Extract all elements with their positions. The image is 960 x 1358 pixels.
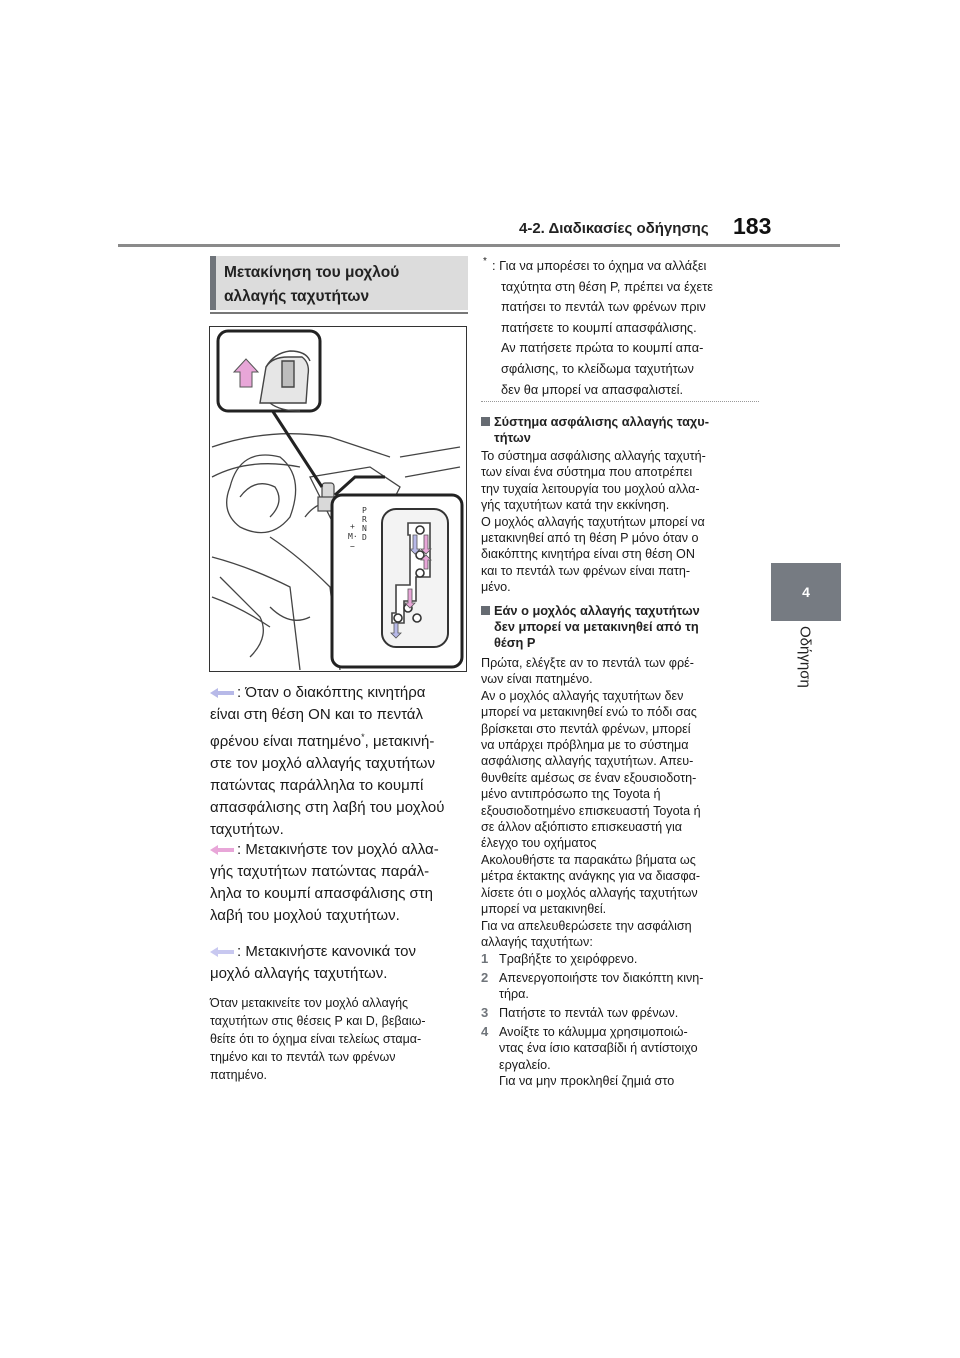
step-2-text: τήρα. [499, 987, 529, 1002]
page-number: 183 [733, 213, 772, 239]
footnote [483, 256, 760, 400]
legend-entry-1 [210, 682, 472, 841]
cannot-move-line: μπορεί να μετακινηθεί ενώ το πόδι σας [481, 705, 697, 720]
cannot-move-line: θυνθείτε αμέσως σε έναν εξουσιοδοτη- [481, 770, 697, 785]
step-number: 2 [481, 970, 489, 985]
light-arrow-icon [210, 947, 234, 957]
section-title-line-2: αλλαγής ταχυτήτων [224, 288, 370, 305]
chapter-tab-label: Οδήγηση [796, 626, 814, 688]
chapter-tab-number: 4 [771, 563, 841, 621]
cannot-move-line: Πρώτα, ελέγξτε αν το πεντάλ των φρέ- [481, 656, 694, 670]
footnote-marker: * [483, 256, 487, 267]
cabin-drawing [210, 327, 465, 670]
legend-1-line-3: φρένου είναι πατημένο*, μετακινή- [210, 732, 435, 750]
footnote-line-7: δεν θα μπορεί να απασφαλιστεί. [501, 381, 684, 397]
section-title-rule [210, 312, 468, 314]
footnote-line-2: ταχύτητα στη θέση P, πρέπει να έχετε [501, 278, 713, 294]
step-number: 3 [481, 1005, 489, 1020]
cannot-move-line: Αν ο μοχλός αλλαγής ταχυτήτων δεν [481, 688, 684, 703]
gate-minus: − [350, 542, 355, 551]
gate-letter-d: D [362, 533, 367, 542]
shift-lock-line: γής ταχυτήτων κατά την εκκίνηση. [481, 498, 670, 513]
step-number: 4 [481, 1024, 489, 1039]
cannot-move-heading-line-2: δεν μπορεί να μετακινηθεί από τη [494, 619, 699, 634]
shift-lock-line: Ο μοχλός αλλαγής ταχυτήτων μπορεί να [481, 514, 705, 529]
gate-mode-m: M· [348, 532, 358, 541]
shift-lock-line: μετακινηθεί από τη θέση P μόνο όταν ο [481, 531, 699, 546]
section-title-line-1: Μετακίνηση του μοχλού [224, 264, 400, 281]
left-note-line-3: θείτε ότι το όχημα είναι τελείως σταμα- [210, 1032, 422, 1046]
footnote-line-3: πατήσει το πεντάλ των φρένων πριν [501, 299, 706, 315]
cannot-move-line: Ακολουθήστε τα παρακάτω βήματα ως [481, 852, 696, 867]
cannot-move-body [481, 655, 759, 950]
step-number: 1 [481, 951, 489, 966]
cannot-move-line: βρίσκεται στο πεντάλ φρένων, μπορεί [481, 721, 691, 736]
shift-lock-line: μένο. [481, 580, 511, 595]
step-2 [481, 970, 759, 1003]
step-3-text: Πατήστε το πεντάλ των φρένων. [499, 1006, 679, 1020]
shift-lock-line: την τυχαία λειτουργία του μοχλού αλλα- [481, 481, 700, 496]
step-4-text: Για να μην προκληθεί ζημιά στο [499, 1074, 675, 1089]
legend-2-line-2: γής ταχυτήτων πατώντας παράλ- [210, 863, 430, 880]
step-4-text: ντας ένα ίσιο κατσαβίδι ή αντίστοιχο [499, 1041, 698, 1056]
cannot-move-line: να υπάρχει πρόβλημα με το σύστημα [481, 738, 689, 753]
heading-square-icon [481, 417, 490, 426]
legend-3-line-2: μοχλό αλλαγής ταχυτήτων. [210, 965, 388, 982]
legend-2-line-4: λαβή του μοχλού ταχυτήτων. [210, 907, 400, 924]
left-note-line-2: ταχυτήτων στις θέσεις P και D, βεβαιω- [210, 1014, 426, 1028]
shift-lock-heading-line-2: τήτων [494, 430, 531, 445]
chapter-section-title: 4-2. Διαδικασίες οδήγησης [519, 220, 709, 237]
step-1-text: Τραβήξτε το χειρόφρενο. [499, 952, 638, 966]
step-2-text: Απενεργοποιήστε τον διακόπτη κινη- [499, 971, 704, 985]
left-note-line-5: πατημένο. [210, 1068, 268, 1082]
cannot-move-line: ασφάλισης αλλαγής ταχυτήτων. Απευ- [481, 754, 694, 769]
cannot-move-line: μπορεί να μετακινηθεί. [481, 902, 607, 917]
legend-entry-3 [210, 941, 472, 985]
legend-3-line-1: : Μετακινήστε κανονικά τον [237, 943, 416, 960]
legend-1-line-1: : Όταν ο διακόπτης κινητήρα [237, 684, 426, 701]
cannot-move-line: μέτρα έκτακτης ανάγκης για να διασφα- [481, 869, 701, 884]
blue-arrow-icon [210, 688, 234, 698]
cannot-move-line: μένο αντιπρόσωπο της Toyota ή [481, 787, 661, 802]
shift-lock-heading [481, 414, 759, 446]
left-note-line-1: Όταν μετακινείτε τον μοχλό αλλαγής [210, 996, 409, 1010]
cannot-move-line: νων είναι πατημένο. [481, 672, 593, 687]
footnote-separator [481, 401, 759, 402]
heading-square-icon [481, 606, 490, 615]
pink-arrow-icon [210, 845, 234, 855]
step-4 [481, 1024, 759, 1090]
header-rule [118, 244, 840, 247]
step-4-text: εργαλείο. [499, 1057, 551, 1072]
shift-lock-line: των είναι ένα σύστημα που αποτρέπει [481, 465, 693, 480]
legend-2-line-1: : Μετακινήστε τον μοχλό αλλα- [237, 841, 439, 858]
gate-letter-r: R [362, 515, 367, 524]
footnote-line-5: Αν πατήσετε πρώτα το κουμπί απα- [501, 340, 704, 356]
cannot-move-line: Για να απελευθερώσετε την ασφάλιση [481, 918, 692, 933]
step-1 [481, 951, 759, 967]
shift-lock-body [481, 448, 759, 596]
left-note-line-4: τημένο και το πεντάλ των φρένων [210, 1050, 396, 1064]
step-4-text: Ανοίξτε το κάλυμμα χρησιμοποιώ- [499, 1025, 688, 1039]
footnote-line-6: σφάλισης, το κλείδωμα ταχυτήτων [501, 360, 694, 376]
legend-1-line-5: πατώντας παράλληλα το κουμπί [210, 777, 424, 794]
legend-1-line-6: απασφάλισης στη λαβή του μοχλού [210, 799, 445, 816]
gate-plus: + [350, 522, 355, 531]
cannot-move-heading-line-3: θέση P [494, 635, 536, 650]
shift-lock-line: και το πεντάλ των φρένων είναι πατη- [481, 563, 691, 578]
shift-lever-illustration [209, 326, 467, 672]
footnote-line-1: : Για να μπορέσει το όχημα να αλλάξει [492, 258, 707, 273]
cannot-move-heading [481, 603, 759, 651]
step-3 [481, 1005, 759, 1021]
legend-1-line-4: στε τον μοχλό αλλαγής ταχυτήτων [210, 755, 436, 772]
gate-letter-p: P [362, 506, 367, 515]
shift-lock-heading-line-1: Σύστημα ασφάλισης αλλαγής ταχυ- [494, 414, 710, 429]
shift-lock-line: διακόπτης κινητήρα είναι στη θέση ON [481, 547, 695, 562]
cannot-move-line: λίσετε ότι ο μοχλός αλλαγής ταχυτήτων [481, 885, 698, 900]
cannot-move-heading-line-1: Εάν ο μοχλός αλλαγής ταχυτήτων [494, 603, 700, 618]
legend-entry-2 [210, 839, 472, 927]
shift-lock-line: Το σύστημα ασφάλισης αλλαγής ταχυτή- [481, 449, 706, 463]
cannot-move-line: σε άλλον αξιόπιστο επισκευαστή για [481, 820, 683, 835]
footnote-line-4: πατήσετε το κουμπί απασφάλισης. [501, 319, 697, 335]
legend-1-line-2: είναι στη θέση ON και το πεντάλ [210, 706, 423, 723]
cannot-move-line: εξουσιοδοτημένο επισκευαστή Toyota ή [481, 803, 701, 818]
cannot-move-line: έλεγχο του οχήματος [481, 836, 597, 851]
legend-1-line-7: ταχυτήτων. [210, 821, 284, 838]
cannot-move-line: αλλαγής ταχυτήτων: [481, 934, 593, 949]
gate-letter-n: N [362, 524, 367, 533]
section-title [210, 256, 468, 310]
legend-2-line-3: ληλα το κουμπί απασφάλισης στη [210, 885, 434, 902]
left-note [210, 994, 472, 1084]
